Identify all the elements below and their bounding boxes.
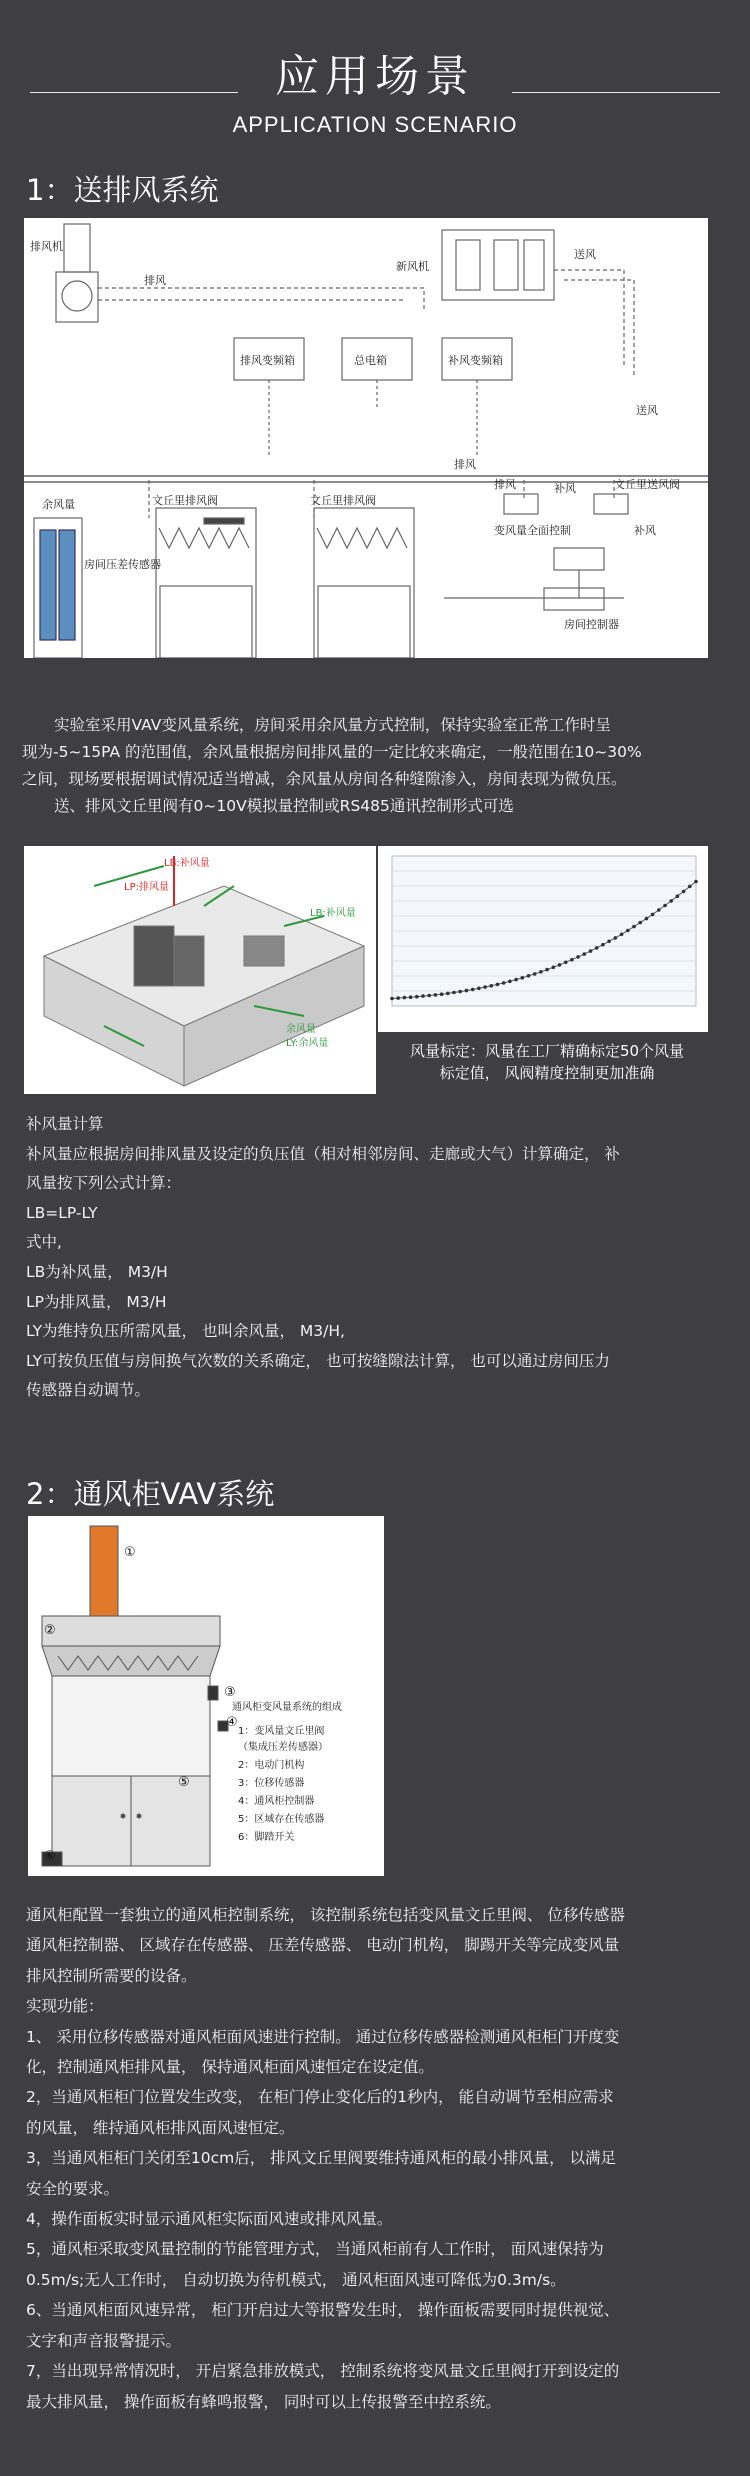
- page-title: 应用场景: [275, 51, 475, 102]
- chart-point: [421, 994, 425, 998]
- calc-line-3: 风量按下列公式计算：: [26, 1174, 182, 1193]
- legend-title: 通风柜变风量系统的组成: [232, 1702, 342, 1713]
- label-pressure-sensor: 房间压差传感器: [84, 558, 161, 571]
- chart-point: [595, 946, 599, 950]
- body-line-1: 通风柜配置一套独立的通风柜控制系统， 该控制系统包括变风量文丘里阀、 位移传感器: [26, 1906, 625, 1924]
- chart-point: [527, 974, 531, 978]
- label-ly: 余风量: [286, 1024, 316, 1035]
- body-line-12: 5，通风柜采取变风量控制的节能管理方式， 当通风柜前有人工作时， 面风速保持为: [26, 2240, 604, 2259]
- label-room-ctrl: 房间控制器: [564, 618, 619, 631]
- chart-point: [403, 996, 407, 1000]
- callout-2: ②: [44, 1623, 56, 1638]
- chart-point: [657, 908, 661, 912]
- callout-4: ④: [226, 1715, 238, 1730]
- chart-point: [694, 880, 698, 884]
- calc-line-4: LB=LP-LY: [26, 1203, 98, 1222]
- label-exhaust2: 排风: [454, 458, 476, 471]
- section1-heading: 1：送排风系统: [26, 173, 219, 207]
- chart-point: [545, 968, 549, 972]
- legend-item-6: 6：脚踏开关: [238, 1832, 295, 1843]
- calc-line-7: LP为排风量， M3/H: [26, 1292, 167, 1311]
- chart-point: [601, 943, 605, 947]
- chart-point: [552, 966, 556, 970]
- calc-line-10: 传感器自动调节。: [26, 1381, 151, 1400]
- calc-line-8: LY为维持负压所需风量， 也叫余风量， M3/H,: [26, 1322, 345, 1341]
- para-line-2: 现为-5~15PA 的范围值，余风量根据房间排风量的一定比较来确定，一般范围在10~30%: [22, 743, 642, 761]
- body-line-5: 1、 采用位移传感器对通风柜面风速进行控制。 通过位移传感器检测通风柜柜门开度变: [26, 2027, 620, 2046]
- chart-point: [558, 963, 562, 967]
- caption-line-1: 风量标定：风量在工厂精确标定50个风量: [409, 1042, 685, 1060]
- label-vav-controller: 变风量全面控制: [494, 524, 571, 537]
- chart-point: [446, 992, 450, 996]
- legend-item-4: 4：通风柜控制器: [238, 1796, 315, 1807]
- legend-item-1: 1：变风量文丘里阀: [238, 1726, 325, 1737]
- para-line-4: 送、排风文丘里阀有0~10V模拟量控制或RS485通讯控制形式可选: [54, 797, 514, 815]
- body-line-13: 0.5m/s;无人工作时， 自动切换为待机模式， 通风柜面风速可降低为0.3m/s。: [26, 2270, 566, 2289]
- label-residual-air: 余风量: [42, 498, 75, 511]
- label-lb-top: LB:补风量: [164, 858, 210, 869]
- section2-heading: 2：通风柜VAV系统: [26, 1477, 275, 1511]
- chart-point: [434, 993, 438, 997]
- chart-point: [514, 978, 518, 982]
- label-master-ctrl: 总电箱: [354, 354, 387, 367]
- body-line-8: 的风量， 维持通风柜排风面风速恒定。: [26, 2118, 295, 2137]
- body-line-17: 最大排风量， 操作面板有蜂鸣报警， 同时可以上传报警至中控系统。: [26, 2392, 501, 2411]
- callout-3: ③: [224, 1685, 236, 1700]
- chart-point: [676, 894, 680, 898]
- label-fresh-air-unit: 新风机: [396, 260, 429, 273]
- room-airflow-diagram: [24, 846, 376, 1094]
- label-venturi-valve-a: 文丘里排风阀: [152, 494, 218, 507]
- body-line-16: 7，当出现异常情况时， 开启紧急排放模式， 控制系统将变风量文丘里阀打开到设定的: [26, 2362, 620, 2381]
- chart-point: [471, 988, 475, 992]
- chart-point: [632, 925, 636, 929]
- chart-point: [688, 885, 692, 889]
- callout-5: ⑤: [178, 1775, 190, 1790]
- chart-point: [620, 933, 624, 937]
- body-line-9: 3，当通风柜柜门关闭至10cm后， 排风文丘里阀要维持通风柜的最小排风量， 以满足: [26, 2149, 617, 2168]
- chart-point: [539, 970, 543, 974]
- chart-point: [614, 936, 618, 940]
- chart-point: [564, 961, 568, 965]
- page-subtitle: APPLICATION SCENARIO: [232, 112, 518, 137]
- chart-point: [607, 940, 611, 944]
- chart-point: [496, 983, 500, 987]
- chart-point: [458, 990, 462, 994]
- chart-point: [626, 929, 630, 933]
- room-diagram-svg: [24, 846, 376, 1094]
- caption-line-2: 标定值， 风阀精度控制更加准确: [439, 1064, 655, 1082]
- label-ly2: LY:余风量: [286, 1038, 329, 1049]
- label-supply-air: 送风: [574, 248, 596, 261]
- chart-point: [589, 949, 593, 953]
- label-exhaust-fan: 排风机: [30, 240, 63, 253]
- calc-line-2: 补风量应根据房间排风量及设定的负压值（相对相邻房间、走廊或大气）计算确定， 补: [26, 1144, 620, 1163]
- fume-hood-svg: [28, 1516, 384, 1876]
- chart-point: [502, 981, 506, 985]
- body-line-2: 通风柜控制器、 区域存在传感器、 压差传感器、 电动门机构， 脚踢开关等完成变风量: [26, 1936, 620, 1955]
- chart-point: [508, 980, 512, 984]
- ventilation-diagram-svg: [24, 218, 708, 658]
- legend-item-1b: （集成压差传感器）: [238, 1742, 328, 1753]
- chart-point: [452, 991, 456, 995]
- chart-point: [427, 994, 431, 998]
- calibration-caption: [382, 1040, 712, 1084]
- chart-point: [477, 987, 481, 991]
- label-venturi-valve-b: 文丘里排风阀: [310, 494, 376, 507]
- chart-point: [638, 921, 642, 925]
- calc-line-1: 补风量计算: [26, 1115, 104, 1133]
- body-line-11: 4，操作面板实时显示通风柜实际面风速或排风风量。: [26, 2210, 393, 2229]
- chart-point: [396, 996, 400, 1000]
- chart-point: [465, 989, 469, 993]
- chart-point: [440, 992, 444, 996]
- section2-body: [26, 1900, 741, 2417]
- chart-point: [409, 995, 413, 999]
- body-line-14: 6、当通风柜面风速异常， 柜门开启过大等报警发生时， 操作面板需要同时提供视觉、: [26, 2301, 620, 2320]
- body-line-4: 实现功能：: [26, 1997, 104, 2016]
- label-exhaust-valve-ctrl: 排风变频箱: [240, 354, 295, 367]
- chart-point: [682, 890, 686, 894]
- label-lp: LP:排风量: [124, 882, 169, 893]
- chart-point: [415, 995, 419, 999]
- chart-point: [663, 904, 667, 908]
- body-line-7: 2，当通风柜柜门位置发生改变， 在柜门停止变化后的1秒内， 能自动调节至相应需求: [26, 2088, 614, 2107]
- calc-block: [26, 1110, 736, 1406]
- calc-line-6: LB为补风量， M3/H: [26, 1262, 168, 1281]
- chart-point: [570, 958, 574, 962]
- body-line-6: 化，控制通风柜排风量， 保持通风柜面风速恒定在设定值。: [26, 2058, 434, 2077]
- chart-point: [669, 899, 673, 903]
- ventilation-system-diagram: [24, 218, 708, 658]
- callout-1: ①: [124, 1545, 136, 1560]
- section1-paragraph: [22, 712, 732, 820]
- body-line-15: 文字和声音报警提示。: [26, 2331, 182, 2350]
- para-line-1: 实验室采用VAV变风量系统，房间采用余风量方式控制，保持实验室正常工作时呈: [54, 716, 611, 734]
- chart-point: [645, 917, 649, 921]
- calibration-chart: [378, 846, 708, 1032]
- label-venturi-supply: 文丘里送风阀: [614, 478, 680, 491]
- chart-point: [490, 984, 494, 988]
- calibration-chart-svg: [378, 846, 708, 1032]
- fume-hood-diagram: [28, 1516, 384, 1876]
- chart-point: [390, 997, 394, 1001]
- legend-item-3: 3：位移传感器: [238, 1778, 305, 1789]
- label-exhaust3: 排风: [494, 478, 516, 491]
- label-lb-right: LB:补风量: [310, 908, 356, 919]
- chart-point: [576, 955, 580, 959]
- calc-line-5: 式中,: [26, 1233, 62, 1252]
- chart-point: [533, 972, 537, 976]
- legend-item-2: 2：电动门机构: [238, 1760, 305, 1771]
- legend-item-5: 5：区域存在传感器: [238, 1814, 325, 1825]
- chart-point: [651, 913, 655, 917]
- label-makeup-valve-ctrl: 补风变频箱: [448, 354, 503, 367]
- label-exhaust: 排风: [144, 274, 166, 287]
- callout-6: ⑥: [44, 1849, 56, 1864]
- chart-point: [583, 952, 587, 956]
- calc-line-9: LY可按负压值与房间换气次数的关系确定， 也可按缝隙法计算， 也可以通过房间压力: [26, 1351, 610, 1370]
- para-line-3: 之间，现场要根据调试情况适当增减，余风量从房间各种缝隙渗入，房间表现为微负压。: [22, 770, 627, 788]
- body-line-10: 安全的要求。: [26, 2179, 120, 2198]
- chart-point: [483, 985, 487, 989]
- chart-point: [521, 976, 525, 980]
- label-return-air: 送风: [636, 404, 658, 417]
- label-makeup2: 补风: [634, 524, 656, 537]
- body-line-3: 排风控制所需要的设备。: [26, 1966, 197, 1985]
- label-makeup: 补风: [554, 482, 576, 495]
